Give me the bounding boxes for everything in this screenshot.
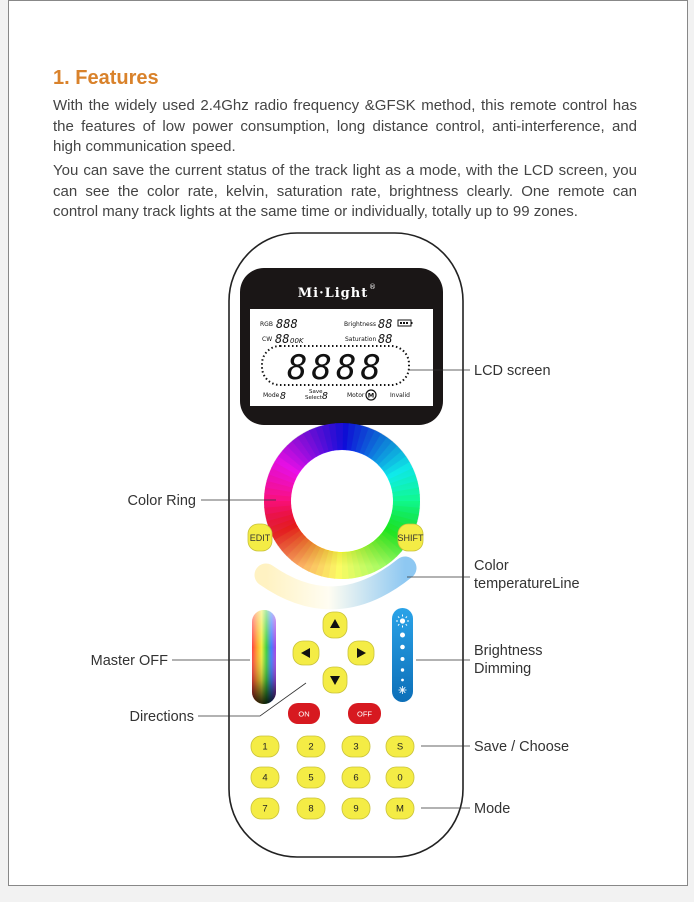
down-button[interactable] bbox=[323, 667, 347, 693]
brightness-dot bbox=[401, 657, 405, 661]
callout-brightness-line1: Brightness bbox=[474, 643, 543, 659]
registered-mark: ® bbox=[369, 283, 376, 291]
callout-directions: Directions bbox=[129, 709, 194, 725]
on-button-label: ON bbox=[298, 709, 310, 719]
keypad-button-label: 0 bbox=[397, 772, 403, 784]
keypad-button-8[interactable] bbox=[297, 798, 325, 819]
lcd-mode-digit: 8 bbox=[280, 391, 287, 402]
keypad-button-label: 6 bbox=[353, 772, 359, 784]
callout-color-temp-line2: temperatureLine bbox=[474, 576, 580, 592]
keypad-button-label: 9 bbox=[353, 803, 359, 815]
lcd-brightness-label: Brightness bbox=[344, 321, 376, 328]
keypad-button-label: S bbox=[396, 741, 404, 753]
keypad-button-label: 7 bbox=[262, 803, 268, 815]
section-heading: 1. Features bbox=[53, 67, 159, 89]
keypad-button-2[interactable] bbox=[297, 736, 325, 757]
callout-color-ring: Color Ring bbox=[127, 493, 196, 509]
keypad-button-label: M bbox=[396, 803, 404, 815]
keypad-button-5[interactable] bbox=[297, 767, 325, 788]
keypad-button-7[interactable] bbox=[251, 798, 279, 819]
callout-color-temp-line1: Color bbox=[474, 558, 509, 574]
brightness-dot bbox=[401, 668, 404, 671]
keypad-button-1[interactable] bbox=[251, 736, 279, 757]
shift-button[interactable] bbox=[398, 524, 425, 551]
lcd-saturation-digits: 88 bbox=[378, 332, 393, 346]
lcd-cw-suffix: 00K bbox=[290, 337, 304, 345]
keypad-button-label: 3 bbox=[353, 741, 359, 753]
callout-brightness-line2: Dimming bbox=[474, 661, 532, 677]
keypad-button-3[interactable] bbox=[342, 736, 370, 757]
lcd-cw-label: CW bbox=[262, 336, 273, 343]
callout-lcd-screen: LCD screen bbox=[474, 363, 551, 379]
keypad-button-4[interactable] bbox=[251, 767, 279, 788]
keypad-button-0[interactable] bbox=[386, 767, 414, 788]
lcd-rgb-label: RGB bbox=[260, 321, 273, 328]
keypad-button-label: 1 bbox=[262, 741, 268, 753]
features-paragraph-2: You can save the current status of the track light as a mode, with the LCD screen, you can see the color rate, kelvin, saturation rate, brightness clearly. One remote can control many track lights at the same time or individually, totally up to 99 zones. bbox=[53, 162, 637, 220]
edit-button[interactable] bbox=[248, 524, 272, 551]
on-button[interactable] bbox=[288, 703, 320, 724]
lcd-cw-digits: 88 bbox=[275, 332, 290, 346]
shift-button-label: SHIFT bbox=[397, 533, 424, 543]
lcd-save-label: Save bbox=[309, 389, 323, 395]
left-button[interactable] bbox=[293, 641, 319, 665]
keypad-button-6[interactable] bbox=[342, 767, 370, 788]
brightness-slider[interactable] bbox=[392, 608, 413, 702]
keypad-button-label: 2 bbox=[308, 741, 314, 753]
callout-master-off: Master OFF bbox=[90, 653, 168, 669]
lcd-rgb-digits: 888 bbox=[276, 317, 298, 331]
brightness-dot bbox=[401, 679, 404, 682]
lcd-select-label: Select bbox=[305, 395, 322, 401]
dim-sun-icon bbox=[399, 686, 407, 694]
keypad-button-9[interactable] bbox=[342, 798, 370, 819]
callout-save-choose: Save / Choose bbox=[474, 739, 570, 755]
keypad-button-label: 8 bbox=[308, 803, 314, 815]
callout-mode: Mode bbox=[474, 801, 511, 817]
keypad-button-label: 5 bbox=[308, 772, 314, 784]
master-off-shading bbox=[252, 610, 276, 704]
off-button[interactable] bbox=[348, 703, 381, 724]
lcd-invalid-label: Invalid bbox=[390, 392, 410, 399]
brightness-dot bbox=[400, 645, 405, 650]
brand-logo: Mi·Light bbox=[297, 286, 369, 301]
lcd-save-digit: 8 bbox=[322, 391, 329, 402]
right-button[interactable] bbox=[348, 641, 374, 665]
lcd-saturation-label: Saturation bbox=[345, 336, 377, 343]
keypad-button-m[interactable] bbox=[386, 798, 414, 819]
keypad-button-s[interactable] bbox=[386, 736, 414, 757]
lcd-brightness-digits: 88 bbox=[378, 317, 393, 331]
lcd-main-digits: 8888 bbox=[287, 348, 385, 388]
lcd-motor-label: Motor bbox=[347, 392, 365, 399]
brightness-dot bbox=[400, 633, 405, 638]
off-button-label: OFF bbox=[357, 709, 372, 719]
up-button[interactable] bbox=[323, 612, 347, 638]
features-paragraph-1: With the widely used 2.4Ghz radio frequency &GFSK method, this remote control has the features of low power consumption, long distance control, anti-interference, and high communication speed. bbox=[53, 97, 637, 155]
lcd-motor-symbol: M bbox=[367, 391, 375, 400]
edit-button-label: EDIT bbox=[249, 533, 271, 543]
keypad-button-label: 4 bbox=[262, 772, 268, 784]
lcd-mode-label: Mode bbox=[263, 392, 280, 399]
